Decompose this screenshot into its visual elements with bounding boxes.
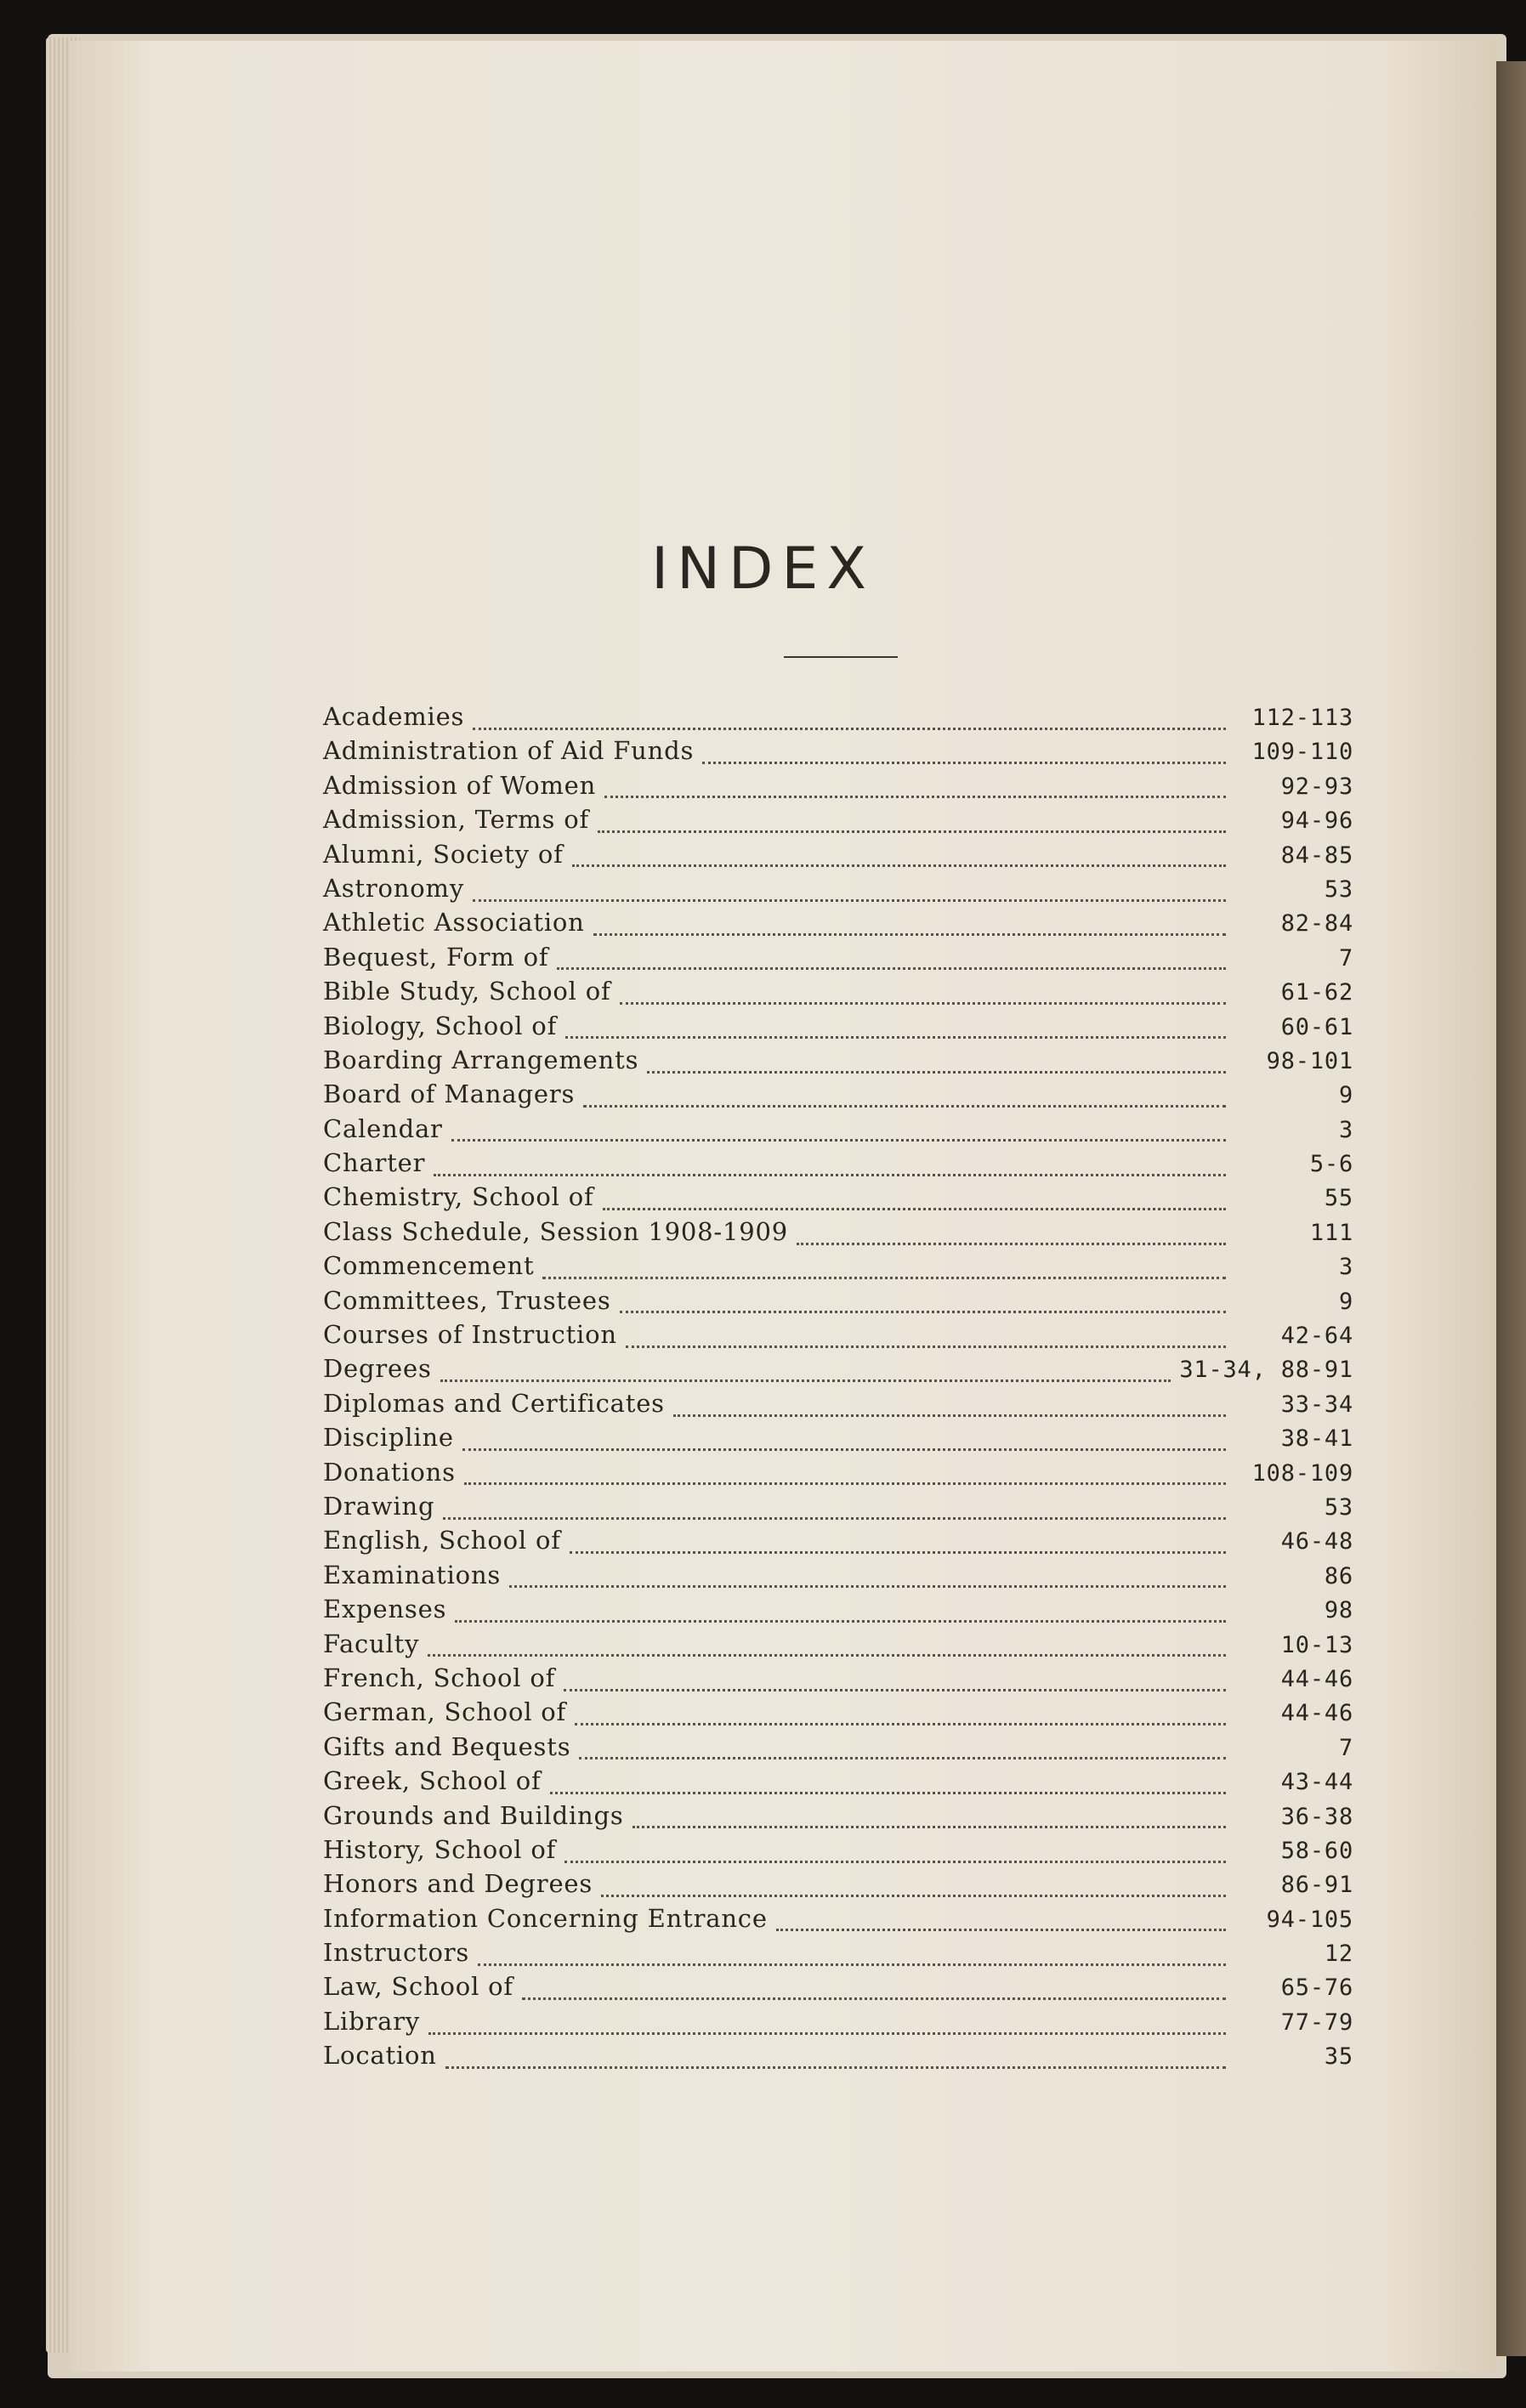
entry-page-number: 77-79 xyxy=(1280,2009,1353,2036)
entry-page-number: 3 xyxy=(1338,1254,1353,1281)
entry-label: Calendar xyxy=(323,1113,443,1143)
entry-label: Location xyxy=(323,2041,437,2071)
entry-label: Gifts and Bequests xyxy=(323,1731,571,1761)
entry-page-number: 98-101 xyxy=(1266,1047,1353,1074)
entry-page-number: 9 xyxy=(1338,1082,1353,1109)
entry-label: Law, School of xyxy=(323,1972,513,2002)
index-entry xyxy=(323,1629,1353,1663)
dot-leader xyxy=(598,825,1226,833)
dot-leader xyxy=(647,1066,1226,1074)
dot-leader xyxy=(445,2061,1226,2069)
index-entry xyxy=(323,1011,1353,1045)
dot-leader xyxy=(550,1787,1226,1794)
entry-label: Class Schedule, Session 1908-1909 xyxy=(323,1216,789,1246)
index-entry xyxy=(323,1663,1353,1697)
index-entry xyxy=(323,908,1353,942)
dot-leader xyxy=(440,1374,1171,1382)
entry-page-number: 5-6 xyxy=(1309,1151,1353,1178)
entry-page-number: 55 xyxy=(1324,1185,1353,1212)
entry-label: Donations xyxy=(323,1457,456,1487)
dot-leader xyxy=(673,1409,1226,1417)
dot-leader xyxy=(557,962,1226,970)
entry-label: Administration of Aid Funds xyxy=(323,736,695,766)
entry-page-number: 7 xyxy=(1338,1734,1353,1761)
entry-page-number: 7 xyxy=(1338,944,1353,972)
entry-page-number: 46-48 xyxy=(1280,1528,1353,1555)
index-entry xyxy=(323,805,1353,839)
entry-label: Biology, School of xyxy=(323,1011,558,1040)
dot-leader xyxy=(428,1649,1226,1657)
index-entry xyxy=(323,1182,1353,1216)
entry-page-number: 84-85 xyxy=(1280,841,1353,869)
entry-page-number: 65-76 xyxy=(1280,1975,1353,2002)
entry-page-number: 108-109 xyxy=(1251,1459,1353,1487)
entry-label: Bequest, Form of xyxy=(323,942,549,972)
entry-page-number: 44-46 xyxy=(1280,1700,1353,1727)
entry-label: Academies xyxy=(323,702,465,731)
dot-leader xyxy=(579,1752,1226,1759)
index-entry xyxy=(323,1492,1353,1526)
index-title: INDEX xyxy=(651,535,875,603)
entry-label: Astronomy xyxy=(323,873,465,903)
entry-label: French, School of xyxy=(323,1663,556,1692)
entry-label: Faculty xyxy=(323,1629,420,1658)
index-entry xyxy=(323,1251,1353,1285)
entry-page-number: 98 xyxy=(1324,1597,1353,1624)
dot-leader xyxy=(604,790,1226,798)
entry-page-number: 112-113 xyxy=(1251,705,1353,731)
entry-page-number: 94-96 xyxy=(1280,807,1353,835)
entry-label: English, School of xyxy=(323,1526,561,1555)
entry-page-number: 61-62 xyxy=(1280,979,1353,1006)
index-entry xyxy=(323,2007,1353,2041)
dot-leader xyxy=(776,1924,1226,1931)
index-entry xyxy=(323,1079,1353,1113)
entry-label: Expenses xyxy=(323,1595,447,1624)
dot-leader xyxy=(564,1856,1226,1863)
entry-label: Boarding Arrangements xyxy=(323,1045,639,1074)
entry-page-number: 94-105 xyxy=(1266,1906,1353,1933)
dot-leader xyxy=(620,997,1226,1005)
dot-leader xyxy=(633,1821,1226,1828)
index-entry xyxy=(323,1148,1353,1182)
index-entry xyxy=(323,2041,1353,2075)
dot-leader xyxy=(428,2027,1226,2035)
index-entry xyxy=(323,1972,1353,2006)
index-entry xyxy=(323,1286,1353,1320)
dot-leader xyxy=(702,756,1226,764)
entry-page-number: 42-64 xyxy=(1280,1323,1353,1350)
entry-label: Drawing xyxy=(323,1491,435,1521)
entry-page-number: 53 xyxy=(1324,875,1353,903)
entry-page-number: 10-13 xyxy=(1280,1631,1353,1658)
dot-leader xyxy=(620,1306,1227,1313)
index-entry xyxy=(323,1595,1353,1629)
dot-leader xyxy=(572,859,1226,867)
entry-page-number: 86-91 xyxy=(1280,1872,1353,1899)
index-entry xyxy=(323,1217,1353,1251)
entry-page-number: 38-41 xyxy=(1280,1425,1353,1453)
entry-label: Bible Study, School of xyxy=(323,977,611,1006)
entry-label: Library xyxy=(323,2006,421,2036)
index-entry xyxy=(323,771,1353,805)
entry-label: Discipline xyxy=(323,1423,454,1453)
entry-page-number: 111 xyxy=(1309,1219,1353,1246)
dot-leader xyxy=(473,722,1226,730)
dot-leader xyxy=(451,1134,1226,1142)
index-entry xyxy=(323,977,1353,1011)
index-entry xyxy=(323,1869,1353,1903)
index-entry xyxy=(323,1904,1353,1938)
entry-page-number: 82-84 xyxy=(1280,910,1353,938)
dot-leader xyxy=(601,1890,1226,1897)
dot-leader xyxy=(603,1203,1226,1210)
dot-leader xyxy=(462,1443,1226,1451)
dot-leader xyxy=(797,1238,1226,1245)
entry-page-number: 92-93 xyxy=(1280,773,1353,800)
entry-page-number: 3 xyxy=(1338,1116,1353,1143)
dot-leader xyxy=(564,1684,1226,1691)
index-entry xyxy=(323,1320,1353,1354)
index-entry xyxy=(323,840,1353,874)
index-entry xyxy=(323,1526,1353,1560)
entry-label: Alumni, Society of xyxy=(323,839,564,869)
entry-label: Committees, Trustees xyxy=(323,1285,611,1315)
entry-page-number: 33-34 xyxy=(1280,1391,1353,1418)
index-entry xyxy=(323,1801,1353,1835)
index-entry xyxy=(323,943,1353,977)
dot-leader xyxy=(455,1615,1226,1623)
index-entry xyxy=(323,1423,1353,1457)
entry-label: Chemistry, School of xyxy=(323,1182,594,1212)
entry-label: Board of Managers xyxy=(323,1079,576,1109)
dot-leader xyxy=(575,1718,1226,1725)
index-entry xyxy=(323,1835,1353,1869)
entry-page-number: 31-34, 88-91 xyxy=(1179,1357,1353,1384)
entry-page-number: 44-46 xyxy=(1280,1665,1353,1692)
dot-leader xyxy=(509,1580,1226,1588)
index-entry xyxy=(323,1114,1353,1148)
index-entry xyxy=(323,874,1353,908)
title-rule xyxy=(784,656,898,658)
dot-leader xyxy=(434,1169,1226,1176)
index-entry xyxy=(323,736,1353,770)
entry-label: German, School of xyxy=(323,1697,567,1727)
entry-page-number: 12 xyxy=(1324,1941,1353,1968)
entry-label: Information Concerning Entrance xyxy=(323,1903,768,1933)
entry-label: Degrees xyxy=(323,1354,432,1384)
entry-label: Admission, Terms of xyxy=(323,805,590,835)
dot-leader xyxy=(542,1272,1226,1279)
index-entry xyxy=(323,1389,1353,1423)
entry-page-number: 53 xyxy=(1324,1493,1353,1521)
dot-leader xyxy=(593,928,1226,936)
dot-leader xyxy=(478,1958,1226,1966)
entry-label: Admission of Women xyxy=(323,770,597,800)
index-entry xyxy=(323,1766,1353,1800)
adjacent-page-edge xyxy=(1495,61,1526,2356)
dot-leader xyxy=(443,1512,1226,1520)
entry-label: Courses of Instruction xyxy=(323,1320,617,1350)
entry-label: Examinations xyxy=(323,1560,502,1589)
entry-page-number: 35 xyxy=(1324,2043,1353,2071)
dot-leader xyxy=(570,1546,1226,1554)
index-entry xyxy=(323,1938,1353,1972)
entry-page-number: 36-38 xyxy=(1280,1803,1353,1830)
index-entry xyxy=(323,1354,1353,1388)
index-entry xyxy=(323,1732,1353,1766)
entry-label: History, School of xyxy=(323,1834,557,1864)
dot-leader xyxy=(473,894,1226,902)
entry-page-number: 86 xyxy=(1324,1562,1353,1589)
dot-leader xyxy=(464,1477,1226,1485)
index-entry xyxy=(323,1458,1353,1492)
entry-label: Diplomas and Certificates xyxy=(323,1388,665,1418)
entry-label: Athletic Association xyxy=(323,908,585,938)
index-entry xyxy=(323,1561,1353,1595)
entry-label: Commencement xyxy=(323,1251,535,1281)
entry-page-number: 60-61 xyxy=(1280,1013,1353,1040)
entry-label: Charter xyxy=(323,1148,426,1178)
entry-page-number: 43-44 xyxy=(1280,1769,1353,1796)
dot-leader xyxy=(626,1340,1226,1348)
entry-page-number: 109-110 xyxy=(1251,739,1353,766)
entry-page-number: 58-60 xyxy=(1280,1837,1353,1864)
entry-label: Honors and Degrees xyxy=(323,1869,593,1899)
dot-leader xyxy=(565,1031,1226,1039)
dot-leader xyxy=(522,1992,1226,2000)
entry-label: Grounds and Buildings xyxy=(323,1800,624,1830)
entry-label: Greek, School of xyxy=(323,1766,542,1796)
dot-leader xyxy=(583,1100,1226,1108)
index-entry xyxy=(323,1045,1353,1079)
entry-page-number: 9 xyxy=(1338,1288,1353,1315)
entry-label: Instructors xyxy=(323,1938,470,1968)
index-list xyxy=(323,702,1353,2076)
index-entry xyxy=(323,1697,1353,1731)
index-entry xyxy=(323,702,1353,736)
